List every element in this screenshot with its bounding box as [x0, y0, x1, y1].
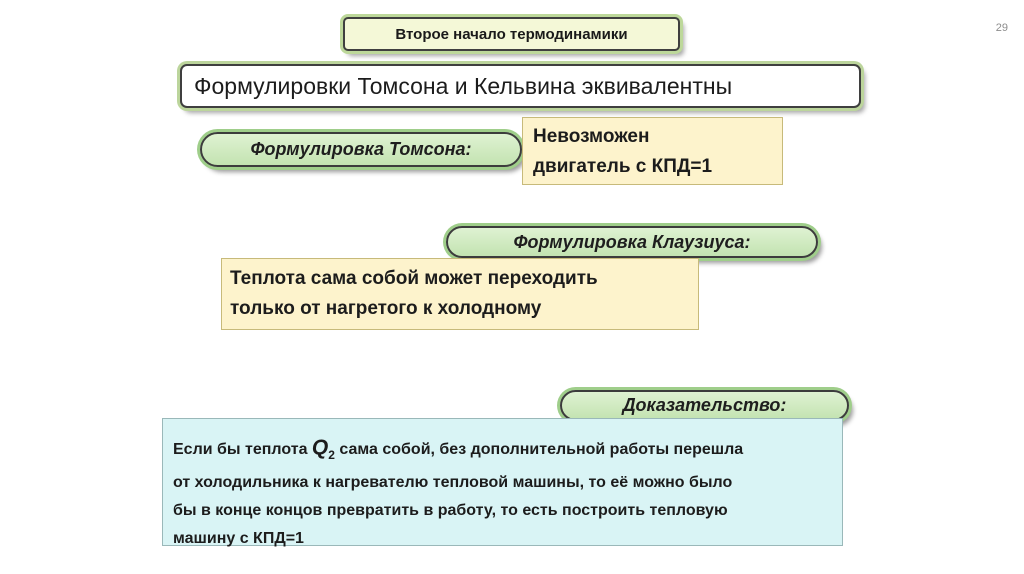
- slide-title: Формулировки Томсона и Кельвина эквивалентны: [180, 64, 861, 108]
- thomson-statement-line: двигатель с КПД=1: [533, 156, 713, 177]
- heat-symbol-subscript: 2: [328, 448, 335, 463]
- thomson-formulation-label: Формулировка Томсона:: [200, 132, 522, 167]
- slide-number: 29: [995, 22, 1008, 34]
- clausius-statement-box: [221, 258, 699, 330]
- clausius-statement-line: только от нагретого к холодному: [230, 298, 542, 319]
- proof-text-box: [162, 418, 843, 546]
- heat-symbol-letter: Q: [311, 436, 329, 459]
- proof-line: бы в конце концов превратить в работу, то есть построить тепловую: [173, 502, 728, 520]
- proof-line: от холодильника к нагревателю тепловой машины, то её можно было: [173, 474, 733, 492]
- clausius-statement-line: Теплота сама собой может переходить: [230, 268, 598, 289]
- proof-text-fragment: Если бы теплота: [173, 441, 312, 458]
- clausius-formulation-label: Формулировка Клаузиуса:: [446, 226, 818, 258]
- proof-line: [173, 434, 832, 469]
- heat-symbol: [311, 436, 335, 463]
- thomson-statement-line: Невозможен: [533, 126, 650, 147]
- thomson-statement-box: [522, 117, 783, 185]
- topic-label: Второе начало термодинамики: [343, 17, 680, 51]
- proof-line: машину с КПД=1: [173, 530, 304, 548]
- proof-label: Доказательство:: [560, 390, 849, 421]
- proof-text-fragment: сама собой, без дополнительной работы перешла: [334, 441, 744, 458]
